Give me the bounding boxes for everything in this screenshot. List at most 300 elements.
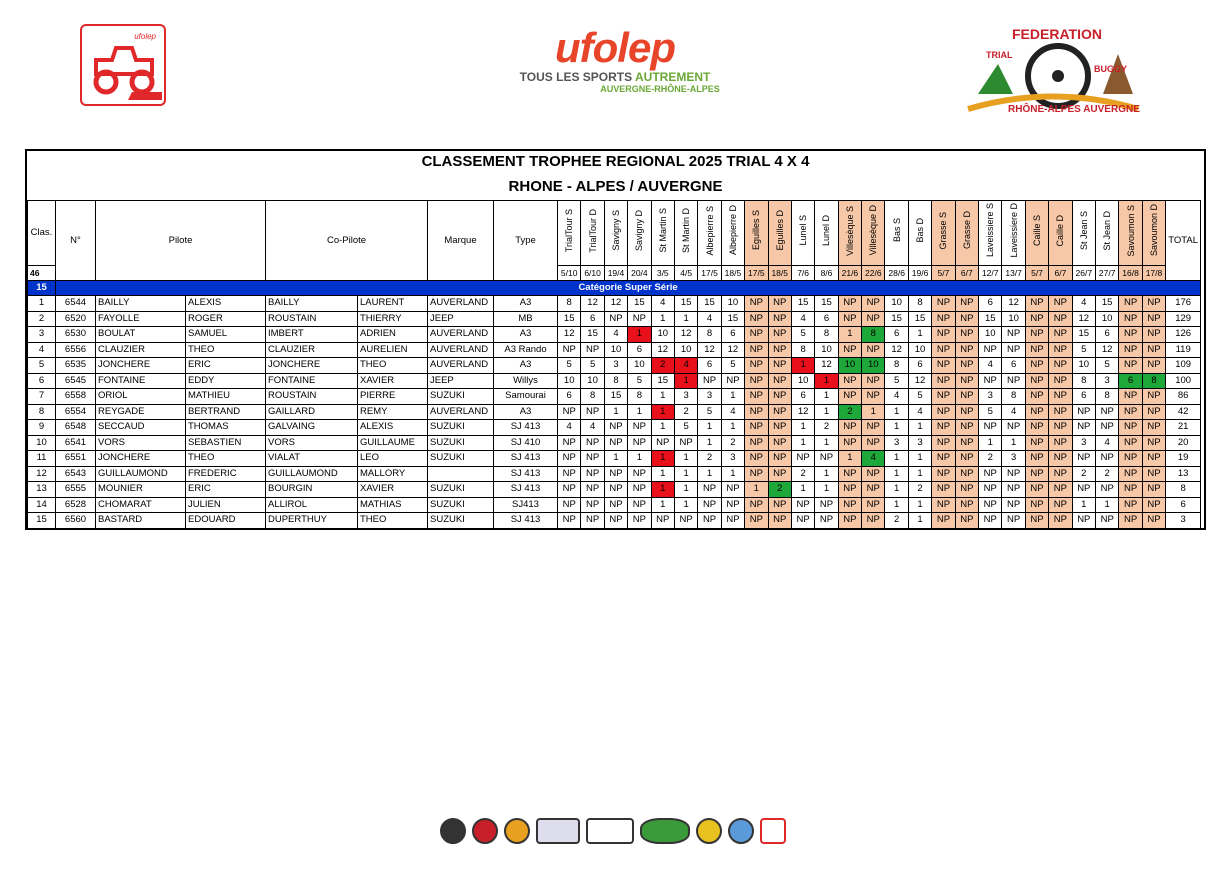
score-cell: NP xyxy=(932,311,955,327)
score-cell: NP xyxy=(838,296,861,312)
score-cell: NP xyxy=(862,466,885,482)
score-cell: 12 xyxy=(698,342,721,358)
logo-trial-text: TRIAL xyxy=(986,50,1013,60)
score-cell: NP xyxy=(815,451,838,467)
score-cell: 1 xyxy=(651,389,674,405)
event-name: Eguilles S xyxy=(751,210,762,251)
type-cell: SJ 413 xyxy=(494,420,558,436)
event-date: 5/7 xyxy=(1025,266,1048,281)
score-cell: NP xyxy=(955,342,978,358)
pilot-firstname: ROGER xyxy=(186,311,266,327)
brand-cell: AUVERLAND xyxy=(428,342,494,358)
score-cell: 10 xyxy=(1002,311,1025,327)
score-cell: 5 xyxy=(558,358,581,374)
score-cell: NP xyxy=(604,497,627,513)
score-cell: NP xyxy=(932,482,955,498)
score-cell: 5 xyxy=(1072,342,1095,358)
score-cell: NP xyxy=(838,420,861,436)
type-cell: A3 xyxy=(494,327,558,343)
score-cell: 6 xyxy=(1072,389,1095,405)
score-cell: NP xyxy=(932,513,955,529)
federation-logo xyxy=(958,24,1148,124)
score-cell: 15 xyxy=(604,389,627,405)
score-cell: 10 xyxy=(979,327,1002,343)
pilot-lastname: CLAUZIER xyxy=(96,342,186,358)
event-date: 19/4 xyxy=(604,266,627,281)
score-cell: 1 xyxy=(698,435,721,451)
score-cell: 1 xyxy=(791,435,814,451)
score-cell: NP xyxy=(1142,327,1165,343)
score-cell: NP xyxy=(838,497,861,513)
score-cell: 6 xyxy=(791,389,814,405)
score-cell: 10 xyxy=(908,342,931,358)
score-cell: 2 xyxy=(979,451,1002,467)
score-cell: 3 xyxy=(885,435,908,451)
score-cell: NP xyxy=(768,513,791,529)
brand-cell: JEEP xyxy=(428,311,494,327)
score-cell: 10 xyxy=(1095,311,1118,327)
table-row xyxy=(28,358,1201,374)
score-cell: NP xyxy=(1119,497,1142,513)
score-cell: 1 xyxy=(674,311,697,327)
page-title: CLASSEMENT TROPHEE REGIONAL 2025 TRIAL 4 X 4 xyxy=(421,153,810,170)
event-date: 17/5 xyxy=(745,266,768,281)
event-date: 20/4 xyxy=(628,266,651,281)
event-header xyxy=(558,201,581,266)
score-cell: NP xyxy=(932,373,955,389)
score-cell: 1 xyxy=(791,358,814,374)
event-name: Albepierre D xyxy=(727,205,738,256)
score-cell: NP xyxy=(932,404,955,420)
score-cell: 4 xyxy=(908,404,931,420)
copilot-lastname: BAILLY xyxy=(266,296,358,312)
event-header xyxy=(908,201,931,266)
score-cell: NP xyxy=(1025,497,1048,513)
total-cell: 13 xyxy=(1166,466,1201,482)
score-cell: 1 xyxy=(885,466,908,482)
score-cell: 8 xyxy=(815,327,838,343)
logo-buggy-text: BUGGY xyxy=(1094,64,1128,74)
score-cell: 8 xyxy=(1072,373,1095,389)
brand-cell: SUZUKI xyxy=(428,497,494,513)
score-cell: NP xyxy=(955,497,978,513)
score-cell: 5 xyxy=(791,327,814,343)
table-row xyxy=(28,311,1201,327)
score-cell: 6 xyxy=(581,311,604,327)
score-cell: 1 xyxy=(651,404,674,420)
score-cell: 6 xyxy=(908,358,931,374)
score-cell: 12 xyxy=(1095,342,1118,358)
score-cell: NP xyxy=(1025,404,1048,420)
score-cell: 15 xyxy=(721,311,744,327)
score-cell: 8 xyxy=(628,389,651,405)
rank-cell: 2 xyxy=(28,311,56,327)
score-cell: NP xyxy=(745,311,768,327)
event-header xyxy=(628,201,651,266)
score-cell: 4 xyxy=(581,420,604,436)
event-header xyxy=(651,201,674,266)
score-cell: NP xyxy=(815,513,838,529)
score-cell: NP xyxy=(1025,451,1048,467)
brand-cell: SUZUKI xyxy=(428,451,494,467)
type-cell: A3 Rando xyxy=(494,342,558,358)
number-cell: 6545 xyxy=(56,373,96,389)
score-cell: 12 xyxy=(674,327,697,343)
rank-cell: 4 xyxy=(28,342,56,358)
score-cell: 1 xyxy=(908,497,931,513)
number-cell: 6548 xyxy=(56,420,96,436)
type-cell: SJ 410 xyxy=(494,435,558,451)
score-cell: NP xyxy=(745,497,768,513)
score-cell: NP xyxy=(1142,296,1165,312)
rank-cell: 1 xyxy=(28,296,56,312)
number-cell: 6528 xyxy=(56,497,96,513)
score-cell: 4 xyxy=(1002,404,1025,420)
score-cell: NP xyxy=(979,420,1002,436)
event-header xyxy=(721,201,744,266)
copilot-lastname: CLAUZIER xyxy=(266,342,358,358)
score-cell: 8 xyxy=(885,358,908,374)
event-header xyxy=(1049,201,1072,266)
pilot-firstname: JULIEN xyxy=(186,497,266,513)
score-cell: NP xyxy=(1142,389,1165,405)
number-cell: 6543 xyxy=(56,466,96,482)
total-cell: 109 xyxy=(1166,358,1201,374)
score-cell: NP xyxy=(932,435,955,451)
score-cell: NP xyxy=(1142,420,1165,436)
score-cell: 15 xyxy=(674,296,697,312)
sponsor-yellow-icon xyxy=(696,818,722,844)
score-cell: 2 xyxy=(674,404,697,420)
total-cell: 100 xyxy=(1166,373,1201,389)
score-cell: 2 xyxy=(1095,466,1118,482)
score-cell: 1 xyxy=(745,482,768,498)
score-cell: NP xyxy=(581,342,604,358)
table-row xyxy=(28,435,1201,451)
score-cell: NP xyxy=(745,435,768,451)
score-cell: 6 xyxy=(698,358,721,374)
score-cell: 5 xyxy=(721,358,744,374)
score-cell: 15 xyxy=(815,296,838,312)
score-cell: NP xyxy=(581,404,604,420)
score-cell: 1 xyxy=(674,497,697,513)
score-cell: 4 xyxy=(1072,296,1095,312)
score-cell: 1 xyxy=(815,389,838,405)
number-cell: 6541 xyxy=(56,435,96,451)
score-cell: 2 xyxy=(791,466,814,482)
copilot-firstname: LAURENT xyxy=(358,296,428,312)
score-cell: 1 xyxy=(651,466,674,482)
score-cell: 6 xyxy=(979,296,1002,312)
score-cell: NP xyxy=(581,466,604,482)
event-date: 18/5 xyxy=(768,266,791,281)
score-cell: 6 xyxy=(815,311,838,327)
rank-cell: 13 xyxy=(28,482,56,498)
page-subtitle: RHONE - ALPES / AUVERGNE xyxy=(508,178,723,195)
score-cell: NP xyxy=(1142,466,1165,482)
score-cell: NP xyxy=(768,420,791,436)
score-cell: 15 xyxy=(1095,296,1118,312)
score-cell: NP xyxy=(558,435,581,451)
rank-cell: 8 xyxy=(28,404,56,420)
score-cell: NP xyxy=(862,482,885,498)
score-cell: 15 xyxy=(979,311,1002,327)
copilot-firstname: ALEXIS xyxy=(358,420,428,436)
score-cell: 4 xyxy=(651,296,674,312)
total-cell: 42 xyxy=(1166,404,1201,420)
score-cell: NP xyxy=(721,373,744,389)
score-cell: NP xyxy=(1119,435,1142,451)
event-header xyxy=(674,201,697,266)
copilot-lastname: ALLIROL xyxy=(266,497,358,513)
copilot-lastname: VIALAT xyxy=(266,451,358,467)
score-cell: 1 xyxy=(651,451,674,467)
sponsor-club-icon xyxy=(504,818,530,844)
score-cell: 1 xyxy=(1072,497,1095,513)
pilot-lastname: REYGADE xyxy=(96,404,186,420)
score-cell: NP xyxy=(1142,404,1165,420)
brand-cell xyxy=(428,466,494,482)
logo-region: AUVERGNE-RHÔNE-ALPES xyxy=(600,84,720,94)
score-cell: 1 xyxy=(815,435,838,451)
total-cell: 20 xyxy=(1166,435,1201,451)
pilot-lastname: BASTARD xyxy=(96,513,186,529)
score-cell: NP xyxy=(698,513,721,529)
score-cell: 3 xyxy=(604,358,627,374)
number-cell: 6558 xyxy=(56,389,96,405)
score-cell: 2 xyxy=(768,482,791,498)
score-cell: 1 xyxy=(674,373,697,389)
score-cell: NP xyxy=(581,451,604,467)
brand-cell: SUZUKI xyxy=(428,389,494,405)
number-cell: 6556 xyxy=(56,342,96,358)
score-cell: NP xyxy=(862,435,885,451)
type-cell: A3 xyxy=(494,296,558,312)
event-header xyxy=(1142,201,1165,266)
pilot-firstname: THEO xyxy=(186,451,266,467)
event-date: 19/6 xyxy=(908,266,931,281)
sponsor-car-icon xyxy=(760,818,786,844)
number-cell: 6554 xyxy=(56,404,96,420)
score-cell: NP xyxy=(1095,482,1118,498)
score-cell: NP xyxy=(628,513,651,529)
ranking-table xyxy=(27,200,1201,529)
score-cell: NP xyxy=(1025,327,1048,343)
score-cell: NP xyxy=(838,342,861,358)
score-cell: NP xyxy=(628,435,651,451)
score-cell: 12 xyxy=(604,296,627,312)
score-cell: 1 xyxy=(885,497,908,513)
score-cell: NP xyxy=(979,466,1002,482)
score-cell: 1 xyxy=(908,420,931,436)
score-cell: NP xyxy=(862,420,885,436)
score-cell: NP xyxy=(815,497,838,513)
score-cell: NP xyxy=(932,389,955,405)
score-cell: NP xyxy=(862,373,885,389)
table-row xyxy=(28,497,1201,513)
event-name: Villesèque D xyxy=(868,205,879,256)
score-cell: 10 xyxy=(604,342,627,358)
event-header xyxy=(955,201,978,266)
score-cell: NP xyxy=(955,389,978,405)
score-cell: NP xyxy=(1072,482,1095,498)
score-cell: NP xyxy=(698,497,721,513)
event-name: St Martin D xyxy=(681,207,692,253)
score-cell: 1 xyxy=(628,451,651,467)
score-cell: NP xyxy=(932,358,955,374)
score-cell: NP xyxy=(1049,466,1072,482)
copilot-firstname: REMY xyxy=(358,404,428,420)
score-cell: 2 xyxy=(885,513,908,529)
total-cell: 6 xyxy=(1166,497,1201,513)
score-cell: NP xyxy=(1049,404,1072,420)
pilot-lastname: SECCAUD xyxy=(96,420,186,436)
brand-cell: JEEP xyxy=(428,373,494,389)
ufolep-main-logo xyxy=(500,26,730,106)
event-name: Caille D xyxy=(1055,214,1066,247)
table-row xyxy=(28,296,1201,312)
pilot-lastname: ORIOL xyxy=(96,389,186,405)
score-cell: NP xyxy=(1002,342,1025,358)
event-name: Savoumon D xyxy=(1148,204,1159,257)
total-cell: 19 xyxy=(1166,451,1201,467)
pilot-firstname: SAMUEL xyxy=(186,327,266,343)
score-cell: 12 xyxy=(791,404,814,420)
score-cell: NP xyxy=(791,513,814,529)
score-cell: NP xyxy=(1119,358,1142,374)
pilot-lastname: VORS xyxy=(96,435,186,451)
score-cell: NP xyxy=(604,311,627,327)
score-cell: 15 xyxy=(698,296,721,312)
sponsor-gear-icon xyxy=(440,818,466,844)
brand-cell: AUVERLAND xyxy=(428,358,494,374)
score-cell: 8 xyxy=(698,327,721,343)
score-cell: NP xyxy=(932,296,955,312)
score-cell: 15 xyxy=(791,296,814,312)
score-cell: 1 xyxy=(838,327,861,343)
score-cell: NP xyxy=(955,327,978,343)
table-row xyxy=(28,327,1201,343)
score-cell: NP xyxy=(1095,451,1118,467)
score-cell: NP xyxy=(1025,373,1048,389)
score-cell: 1 xyxy=(885,404,908,420)
pilot-lastname: FAYOLLE xyxy=(96,311,186,327)
event-name: St Jean D xyxy=(1102,210,1113,251)
score-cell: NP xyxy=(862,342,885,358)
copilot-firstname: MALLORY xyxy=(358,466,428,482)
score-cell: NP xyxy=(768,373,791,389)
score-cell: 12 xyxy=(581,296,604,312)
score-cell: NP xyxy=(955,373,978,389)
score-cell: 2 xyxy=(838,404,861,420)
score-cell: 3 xyxy=(721,451,744,467)
score-cell: NP xyxy=(1119,404,1142,420)
event-name: Bas D xyxy=(915,218,926,243)
score-cell: 1 xyxy=(1095,497,1118,513)
score-cell: 3 xyxy=(1002,451,1025,467)
event-date: 6/7 xyxy=(1049,266,1072,281)
score-cell: NP xyxy=(768,296,791,312)
logo-region-text: RHÔNE-ALPES AUVERGNE xyxy=(1008,104,1140,115)
event-header xyxy=(1119,201,1142,266)
pilot-firstname: EDOUARD xyxy=(186,513,266,529)
score-cell: 1 xyxy=(698,466,721,482)
event-date: 26/7 xyxy=(1072,266,1095,281)
score-cell: 1 xyxy=(651,420,674,436)
table-row xyxy=(28,513,1201,529)
score-cell: NP xyxy=(651,513,674,529)
score-cell: NP xyxy=(1002,420,1025,436)
rank-cell: 5 xyxy=(28,358,56,374)
score-cell: NP xyxy=(979,513,1002,529)
copilot-lastname: VORS xyxy=(266,435,358,451)
score-cell: NP xyxy=(838,466,861,482)
score-cell: 10 xyxy=(791,373,814,389)
event-name: TrialTour D xyxy=(587,208,598,253)
score-cell: NP xyxy=(651,435,674,451)
brand-cell: SUZUKI xyxy=(428,513,494,529)
score-cell: 8 xyxy=(1002,389,1025,405)
event-date: 5/7 xyxy=(932,266,955,281)
score-cell: 1 xyxy=(791,482,814,498)
pilot-lastname: BAILLY xyxy=(96,296,186,312)
event-header xyxy=(604,201,627,266)
score-cell: NP xyxy=(979,482,1002,498)
event-name: Villesèque S xyxy=(844,205,855,256)
score-cell: 4 xyxy=(558,420,581,436)
score-cell: NP xyxy=(932,327,955,343)
score-cell: NP xyxy=(955,451,978,467)
pilot-lastname: JONCHERE xyxy=(96,358,186,374)
score-cell: NP xyxy=(1142,342,1165,358)
pilot-lastname: FONTAINE xyxy=(96,373,186,389)
score-cell: NP xyxy=(1049,389,1072,405)
score-cell: NP xyxy=(1025,296,1048,312)
score-cell: NP xyxy=(955,358,978,374)
score-cell: 15 xyxy=(558,311,581,327)
score-cell: NP xyxy=(604,466,627,482)
copilot-lastname: ROUSTAIN xyxy=(266,389,358,405)
category-label: Catégorie Super Série xyxy=(56,281,1201,296)
score-cell: 1 xyxy=(908,327,931,343)
score-cell: NP xyxy=(628,420,651,436)
score-cell: NP xyxy=(791,451,814,467)
type-cell: A3 xyxy=(494,358,558,374)
score-cell: NP xyxy=(1072,451,1095,467)
score-cell: 15 xyxy=(628,296,651,312)
score-cell: 1 xyxy=(604,404,627,420)
score-cell: 8 xyxy=(908,296,931,312)
score-cell: NP xyxy=(1119,451,1142,467)
header-type: Type xyxy=(494,201,558,281)
event-header xyxy=(838,201,861,266)
score-cell: NP xyxy=(1025,466,1048,482)
event-date: 6/7 xyxy=(955,266,978,281)
score-cell: NP xyxy=(1142,451,1165,467)
event-date: 21/6 xyxy=(838,266,861,281)
score-cell: NP xyxy=(1119,389,1142,405)
score-cell: 2 xyxy=(815,420,838,436)
pilot-lastname: BOULAT xyxy=(96,327,186,343)
score-cell: 10 xyxy=(815,342,838,358)
event-name: Caille S xyxy=(1032,214,1042,246)
score-cell: NP xyxy=(838,482,861,498)
score-cell: 2 xyxy=(908,482,931,498)
copilot-firstname: LEO xyxy=(358,451,428,467)
score-cell: 3 xyxy=(1095,373,1118,389)
score-cell: NP xyxy=(862,513,885,529)
pilot-firstname: ALEXIS xyxy=(186,296,266,312)
